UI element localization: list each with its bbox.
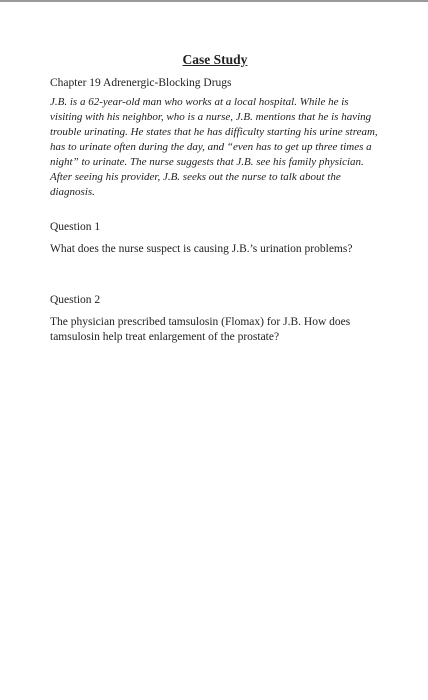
document-title: Case Study [182,52,248,67]
case-study-document [50,52,380,345]
question-1-label: Question 1 [50,221,101,233]
question-2-text: The physician prescribed tamsulosin (Flomax) for J.B. How does tamsulosin help treat enlargement of the prostate? [50,316,351,343]
case-scenario: J.B. is a 62-year-old man who works at a local hospital. While he is visiting with his neighbor, who is a nurse, J.B. mentions that he is having trouble urinating. He states that he has difficulty starting his urine stream, has to urinate often during the day, and “even has to get up three times a night” to urinate. The nurse suggests that J.B. see his family physician. After seeing his provider, J.B. seeks out the nurse to talk about the diagnosis. [50,96,378,198]
chapter-heading: Chapter 19 Adrenergic-Blocking Drugs [50,77,232,89]
top-divider [0,0,428,2]
question-2-label: Question 2 [50,294,101,306]
question-1-text: What does the nurse suspect is causing J.B.’s urination problems? [50,243,353,255]
